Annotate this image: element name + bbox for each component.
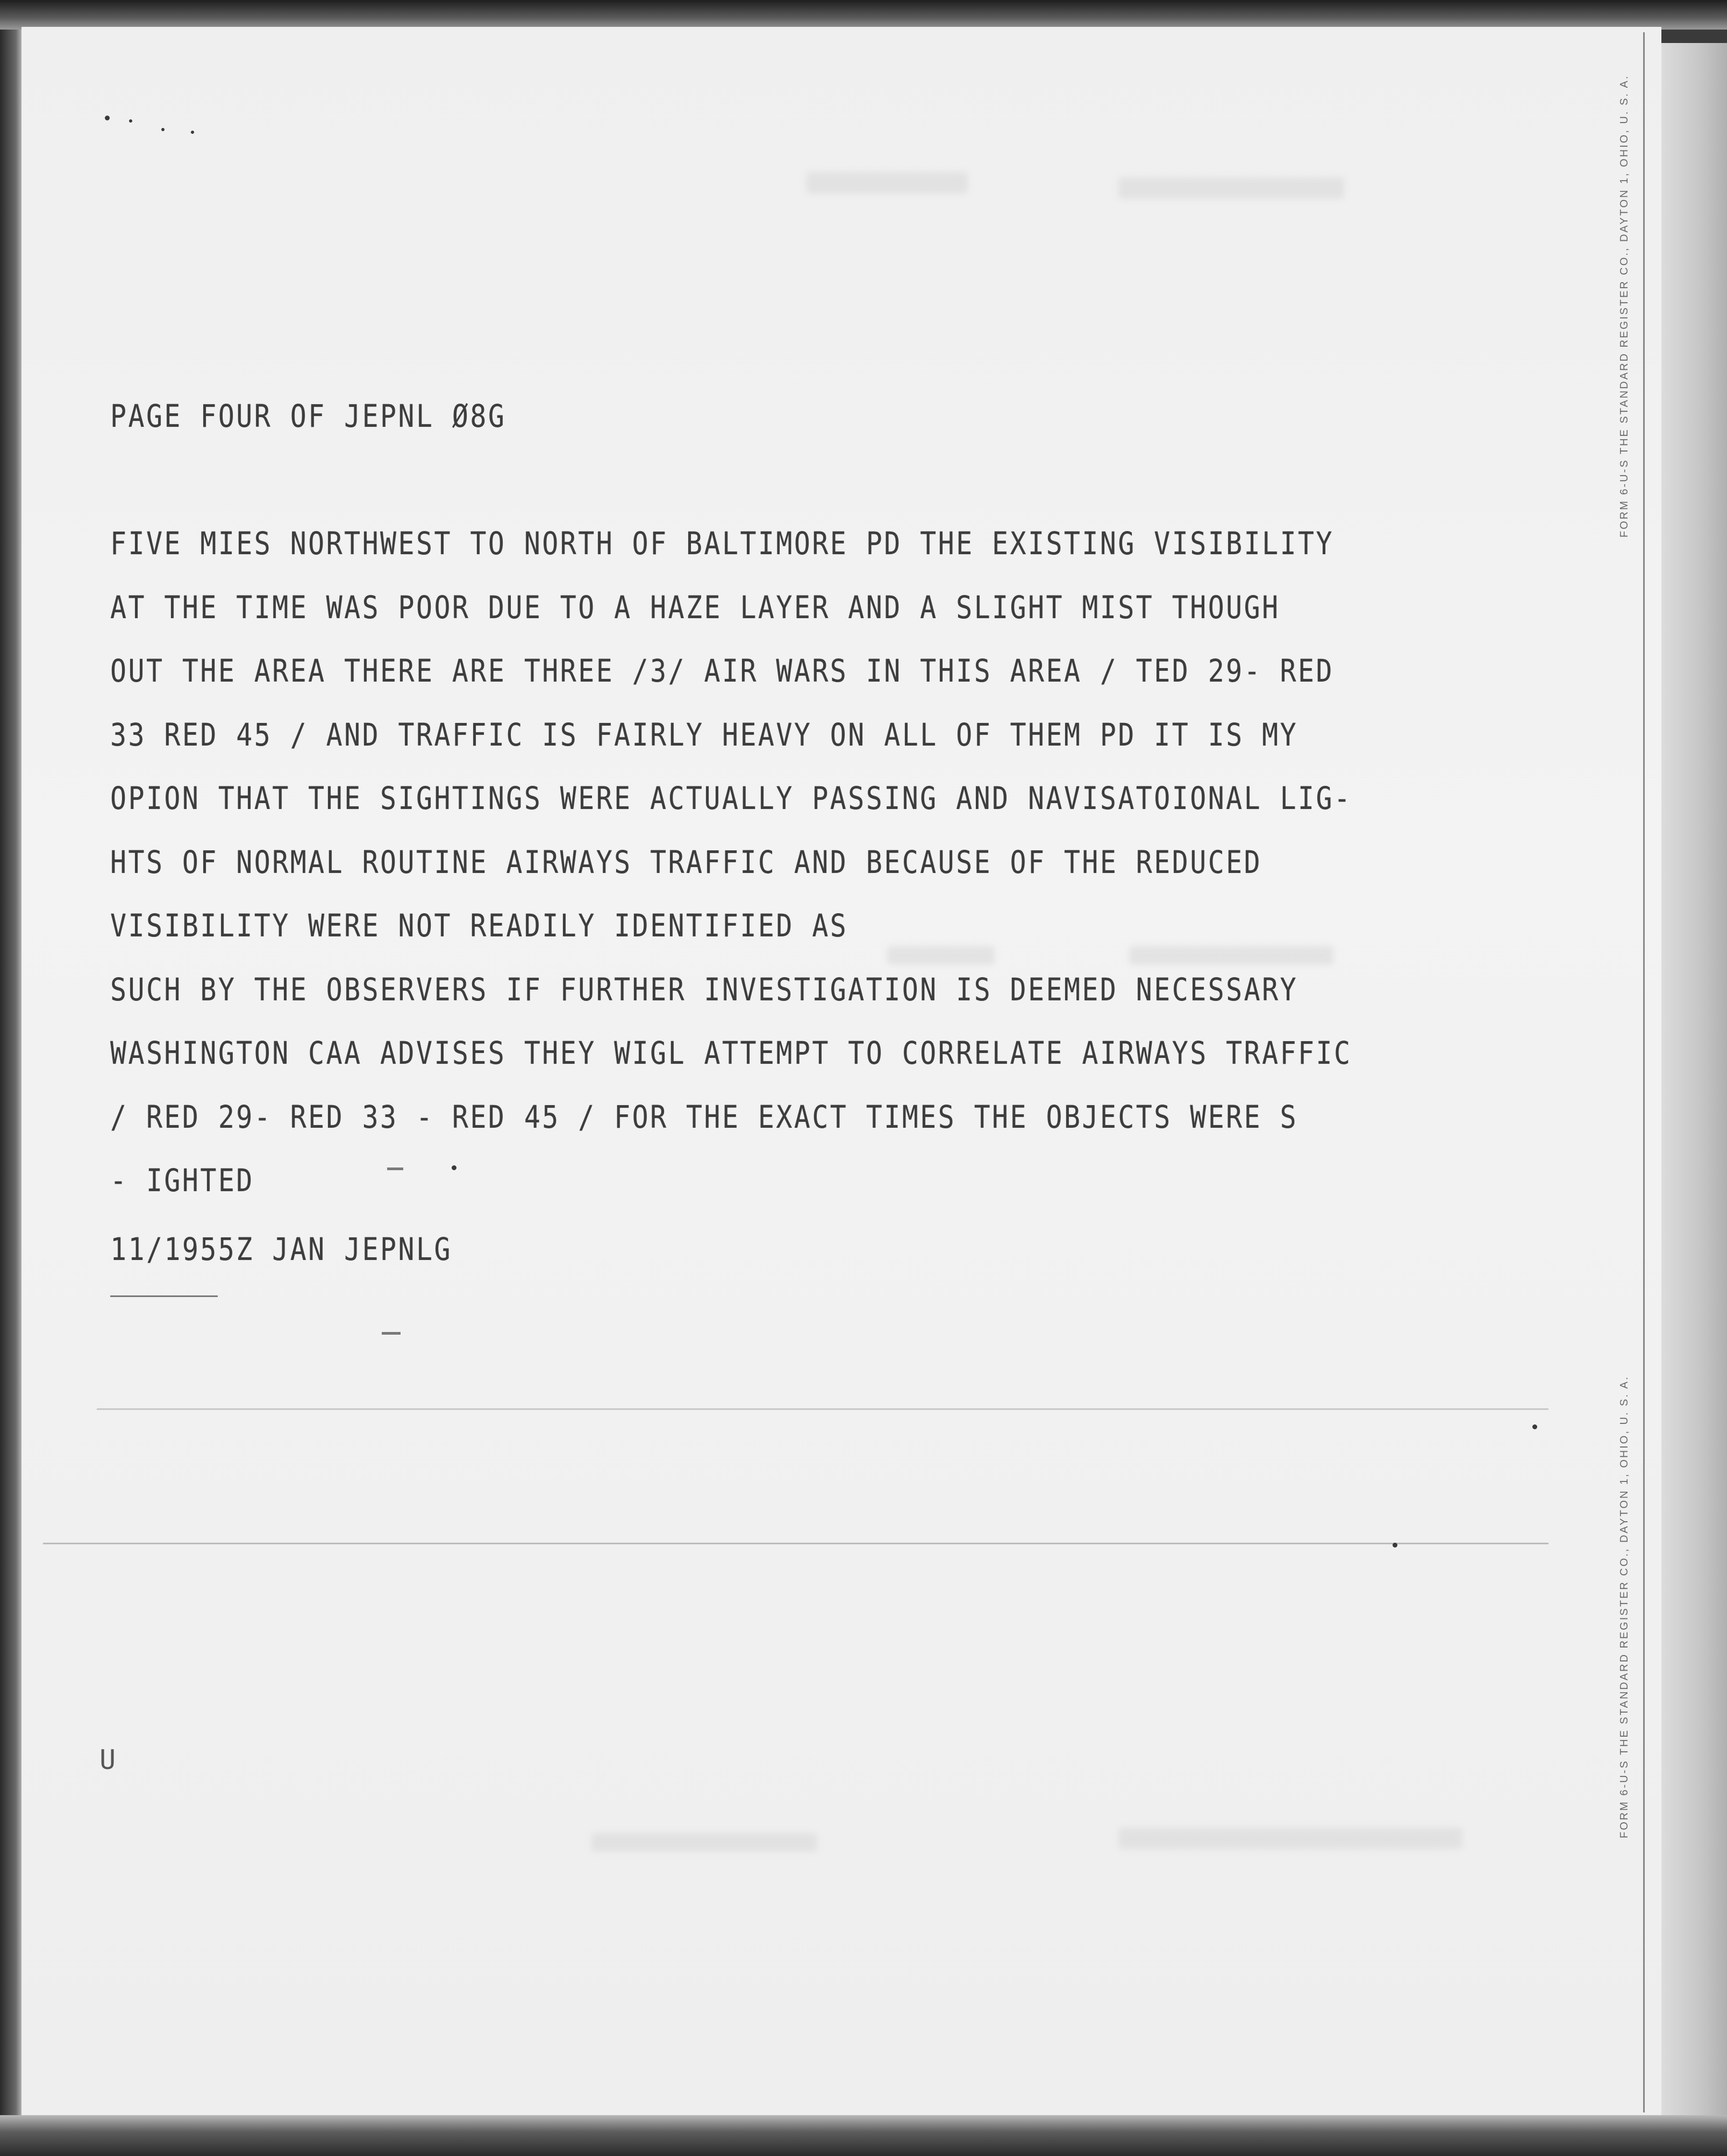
body-line: OPION THAT THE SIGHTINGS WERE ACTUALLY PASSING AND NAVISATOIONAL LIG- [110, 780, 1352, 816]
body-line: HTS OF NORMAL ROUTINE AIRWAYS TRAFFIC AND BECAUSE OF THE REDUCED [110, 843, 1262, 880]
bleed-through-block [1118, 177, 1344, 199]
body-line: AT THE TIME WAS POOR DUE TO A HAZE LAYER AND A SLIGHT MIST THOUGH [110, 589, 1280, 626]
message-signoff: 11/1955Z JAN JEPNLG [110, 1231, 452, 1267]
speck-dash [382, 1332, 401, 1335]
bleed-through-block [591, 1833, 817, 1852]
margin-mark: U [99, 1744, 116, 1775]
speck-dot [191, 131, 194, 134]
speck-dash [97, 1408, 1548, 1410]
body-line: WASHINGTON CAA ADVISES THEY WIGL ATTEMPT TO CORRELATE AIRWAYS TRAFFIC [110, 1035, 1352, 1071]
body-line: OUT THE AREA THERE ARE THREE /3/ AIR WARS IN THIS AREA / TED 29- RED [110, 653, 1334, 689]
message-body [110, 524, 1554, 1225]
speck-dot [105, 116, 110, 120]
speck-dash [387, 1167, 403, 1170]
bleed-through-block [807, 172, 968, 194]
body-line: VISIBILITY WERE NOT READILY IDENTIFIED AS [110, 907, 848, 944]
right-margin-strip [1661, 43, 1727, 2118]
body-line: - IGHTED [110, 1162, 254, 1199]
speck-dot [1393, 1543, 1397, 1548]
speck-dot [452, 1165, 456, 1170]
speck-dot [1532, 1424, 1537, 1429]
page-heading: PAGE FOUR OF JEPNL Ø8G [110, 398, 506, 434]
speck-dash [110, 1295, 218, 1297]
body-line: SUCH BY THE OBSERVERS IF FURTHER INVESTIGATION IS DEEMED NECESSARY [110, 971, 1298, 1008]
form-right-border [1643, 32, 1645, 2112]
top-scan-edge [0, 0, 1727, 30]
left-scan-edge [0, 0, 23, 2156]
body-line: / RED 29- RED 33 - RED 45 / FOR THE EXACT TIMES THE OBJECTS WERE S [110, 1098, 1298, 1135]
speck-dash [43, 1543, 1548, 1544]
speck-dot [161, 128, 165, 131]
bleed-through-block [1118, 1828, 1462, 1849]
margin-print-lower: FORM 6-U-S THE STANDARD REGISTER CO., DAYTON 1, OHIO, U. S. A. [1618, 1375, 1630, 1838]
body-line: FIVE MIES NORTHWEST TO NORTH OF BALTIMORE PD THE EXISTING VISIBILITY [110, 525, 1334, 562]
bottom-scan-edge [0, 2115, 1727, 2156]
body-line: 33 RED 45 / AND TRAFFIC IS FAIRLY HEAVY ON ALL OF THEM PD IT IS MY [110, 716, 1298, 753]
speck-dot [129, 119, 132, 123]
margin-print-upper: FORM 6-U-S THE STANDARD REGISTER CO., DAYTON 1, OHIO, U. S. A. [1618, 74, 1630, 538]
